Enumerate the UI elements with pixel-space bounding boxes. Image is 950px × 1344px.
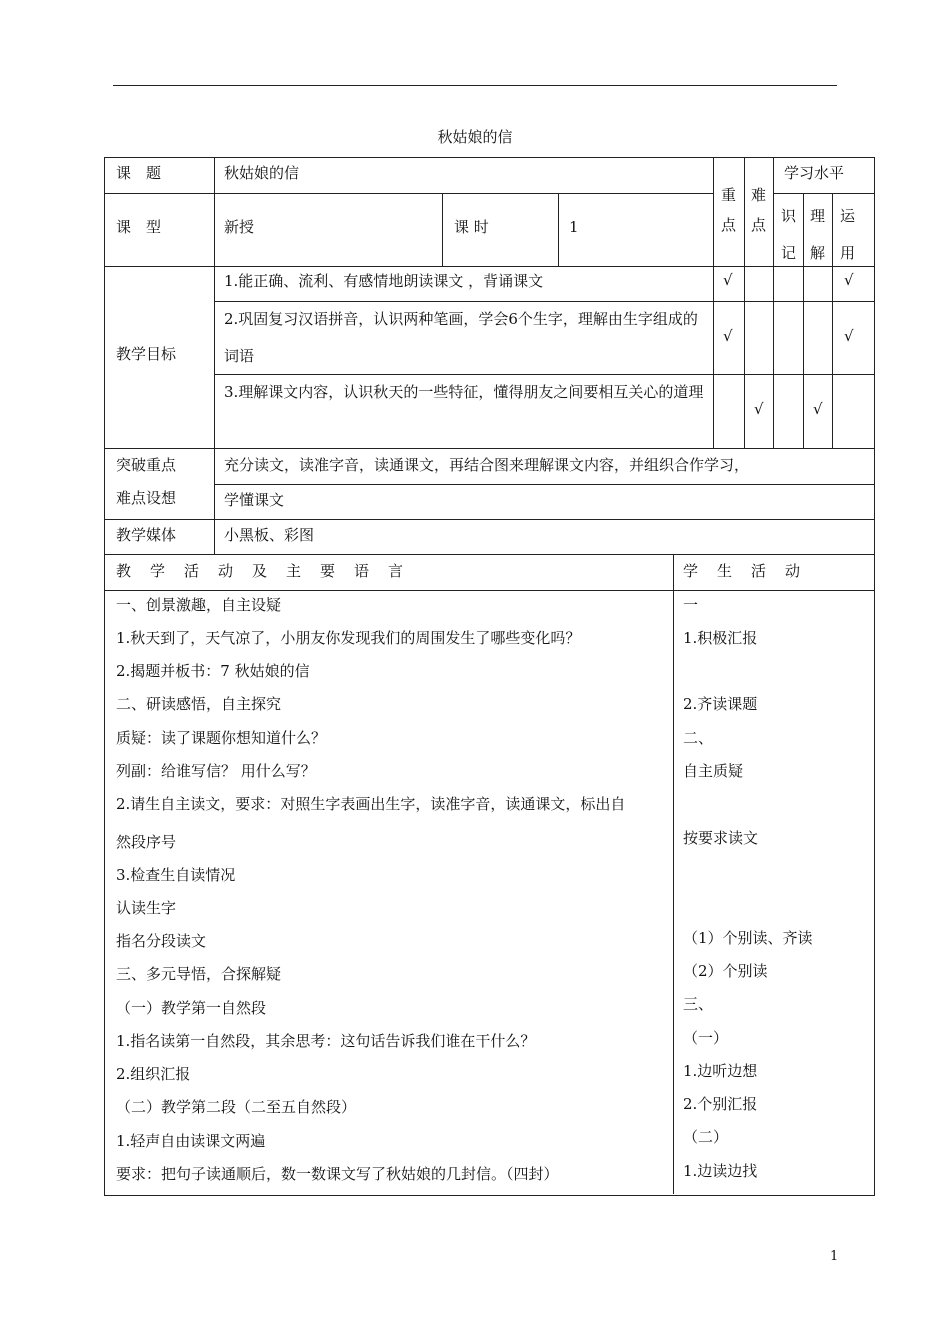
row-rule: [104, 266, 874, 267]
keti-value: 秋姑娘的信: [224, 164, 300, 182]
student-line: （一）: [683, 1029, 729, 1047]
teacher-line: 3.检查生自读情况: [116, 866, 236, 884]
student-line: 按要求读文: [683, 829, 759, 847]
page-number: 1: [830, 1249, 839, 1264]
row-rule: [773, 193, 874, 194]
col-rule: [744, 157, 745, 448]
zhongdian-header: 重点: [721, 186, 737, 234]
col-rule: [773, 157, 774, 448]
student-line: （二）: [683, 1128, 729, 1146]
student-line: 自主质疑: [683, 762, 744, 780]
keti-label: 课 题: [116, 164, 162, 182]
goal-item: 2.巩固复习汉语拼音，认识两种笔画，学会6个生字，理解由生字组成的词语: [224, 310, 698, 365]
col-rule: [558, 193, 559, 266]
meiti-value: 小黑板、彩图: [224, 526, 315, 544]
student-line: 三、: [683, 995, 714, 1013]
teacher-line: 列副：给谁写信？ 用什么写？: [116, 762, 316, 780]
mubiao-label: 教学目标: [116, 345, 177, 363]
teacher-line: 1.秋天到了，天气凉了，小朋友你发现我们的周围发生了哪些变化吗？: [116, 629, 581, 647]
row-rule: [104, 519, 874, 520]
shiji-header: 识记: [781, 207, 797, 262]
keshi-label: 课 时: [454, 218, 489, 236]
row-rule: [104, 554, 874, 555]
yunyong-header: 运用: [840, 207, 856, 262]
teacher-line: 2.揭题并板书：7 秋姑娘的信: [116, 662, 310, 680]
student-line: 1.积极汇报: [683, 629, 758, 647]
teacher-line: 指名分段读文: [116, 932, 207, 950]
teacher-line: 三、多元导悟，合探解疑: [116, 965, 282, 983]
check-mark: √: [813, 400, 823, 418]
kexing-value: 新授: [224, 218, 255, 236]
student-line: 2.个别汇报: [683, 1095, 758, 1113]
check-mark: √: [844, 327, 854, 345]
student-line: 1.边读边找: [683, 1162, 758, 1180]
row-rule: [104, 590, 874, 591]
student-activity-header: 学生活动: [683, 562, 820, 580]
teacher-line: （一）教学第一自然段: [116, 999, 267, 1017]
col-rule: [673, 554, 674, 1194]
goal-item: 1.能正确、流利、有感情地朗读课文 ，背诵课文: [224, 272, 544, 290]
teacher-line: 1.轻声自由读课文两遍: [116, 1132, 266, 1150]
teacher-line: 认读生字: [116, 899, 177, 917]
teacher-line: 二、研读感悟，自主探究: [116, 695, 282, 713]
tupo-text: 学懂课文: [224, 491, 285, 509]
tupo-label: 突破重点: [116, 456, 177, 474]
student-line: 二、: [683, 729, 714, 747]
xuexi-shuiping-header: 学习水平: [784, 164, 845, 182]
activity-header: 教学活动及主要语言: [116, 562, 423, 580]
teacher-line: 质疑：读了课题你想知道什么？: [116, 729, 327, 747]
col-rule: [214, 157, 215, 554]
check-mark: √: [844, 271, 854, 289]
teacher-line: 2.组织汇报: [116, 1065, 191, 1083]
check-mark: √: [754, 400, 764, 418]
teacher-line: （二）教学第二段（二至五自然段）: [116, 1098, 357, 1116]
student-line: （1）个别读、齐读: [683, 929, 813, 947]
student-line: 1.边听边想: [683, 1062, 758, 1080]
col-rule: [803, 193, 804, 448]
col-rule: [442, 193, 443, 266]
header-rule: [113, 85, 837, 86]
kexing-label: 课 型: [116, 218, 162, 236]
teacher-line: 要求：把句子读通顺后，数一数课文写了秋姑娘的几封信。（四封）: [116, 1165, 559, 1183]
lijie-header: 理解: [810, 207, 826, 262]
teacher-line: 然段序号: [116, 833, 177, 851]
student-line: 一: [683, 596, 699, 614]
goal-item: 3.理解课文内容，认识秋天的一些特征，懂得朋友之间要相互关心的道理: [224, 383, 704, 401]
row-rule: [214, 484, 874, 485]
row-rule: [104, 193, 713, 194]
col-rule: [832, 193, 833, 448]
teacher-line: 2.请生自主读文，要求：对照生字表画出生字，读准字音，读通课文，标出自: [116, 795, 626, 813]
check-mark: √: [723, 271, 733, 289]
lesson-plan-table: [104, 157, 875, 1196]
teacher-line: 1.指名读第一自然段，其余思考：这句话告诉我们谁在干什么？: [116, 1032, 536, 1050]
teacher-line: 一、创景激趣，自主设疑: [116, 596, 282, 614]
student-line: （2）个别读: [683, 962, 768, 980]
col-rule: [713, 157, 714, 448]
tupo-label: 难点设想: [116, 489, 177, 507]
keshi-value: 1: [569, 218, 579, 236]
meiti-label: 教学媒体: [116, 526, 177, 544]
nandian-header: 难点: [751, 186, 767, 234]
student-line: 2.齐读课题: [683, 695, 758, 713]
tupo-text: 充分读文，读准字音，读通课文，再结合图来理解课文内容，并组织合作学习，: [224, 456, 750, 474]
check-mark: √: [723, 327, 733, 345]
row-rule: [104, 448, 874, 449]
document-title: 秋姑娘的信: [437, 128, 513, 146]
